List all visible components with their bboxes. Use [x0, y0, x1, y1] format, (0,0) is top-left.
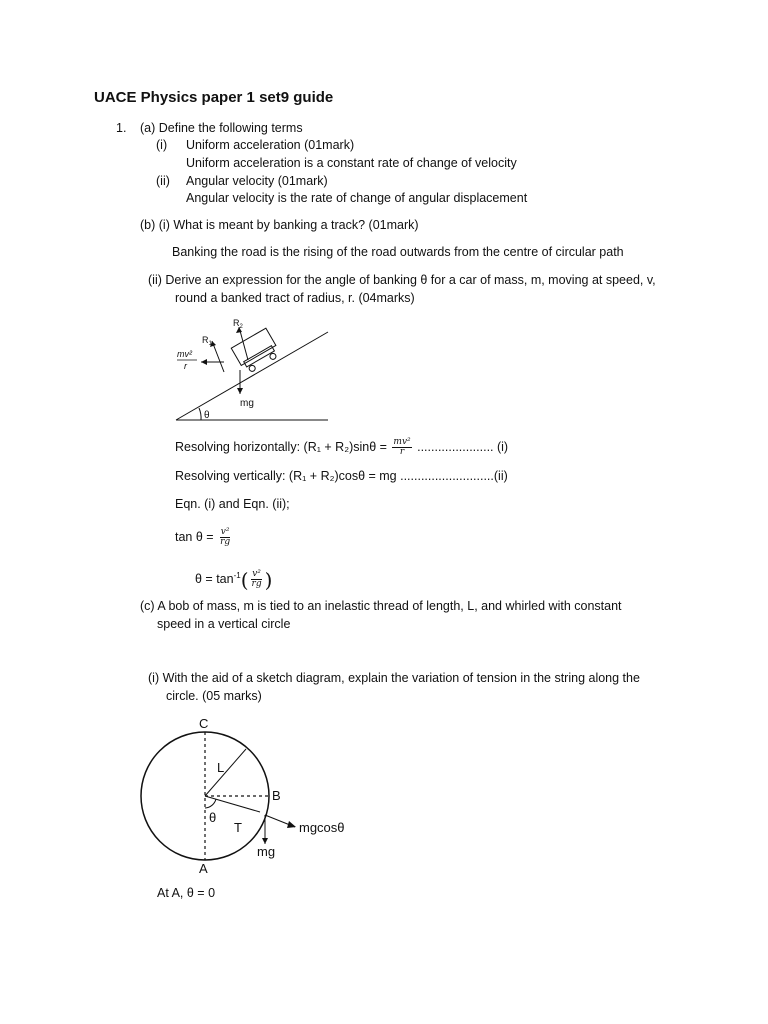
equation-combine: Eqn. (i) and Eqn. (ii); — [175, 497, 290, 511]
theta-equation: $\theta = \tan^{-1}$( $\frac{\text{v²}}{rg}$ ) — [195, 567, 273, 592]
mgcos-arrowhead — [287, 821, 296, 828]
part-a-i-term: Uniform acceleration (01mark) — [186, 138, 355, 152]
banked-track-diagram — [168, 312, 333, 424]
point-a-label: A — [199, 861, 208, 876]
angle-arc — [199, 408, 201, 420]
part-c-i-question-line1: (i) With the aid of a sketch diagram, explain the variation of tension in the string along the — [148, 671, 640, 685]
mv2-label: mv² — [177, 349, 192, 359]
angle-arc — [205, 799, 216, 808]
length-l-label: L — [217, 760, 225, 775]
vertical-circle-diagram — [130, 712, 360, 877]
part-a-i-definition: Uniform acceleration is a constant rate of change of velocity — [186, 156, 517, 170]
radius-line — [205, 749, 246, 796]
part-a-ii-term: Angular velocity (01mark) — [186, 174, 328, 188]
mg-label: mg — [240, 398, 254, 409]
mg-label: mg — [257, 844, 276, 859]
part-a-intro: (a) Define the following terms — [140, 121, 303, 135]
r2-label: $R_2$ — [233, 318, 243, 330]
part-b-ii-question-line1: (ii) Derive an expression for the angle of banking θ for a car of mass, m, moving at speed, v, — [148, 273, 656, 287]
tan-theta-equation: tan θ = $\frac{\text{v²}}{rg}$ — [175, 527, 231, 548]
part-a-i-number: (i) — [156, 138, 168, 152]
page-title: UACE Physics paper 1 set9 guide — [94, 89, 334, 106]
angle-theta-label: θ — [209, 810, 217, 825]
point-c-label: C — [199, 716, 209, 731]
mv2-denominator: r — [184, 361, 187, 371]
equation-horizontal: Resolving horizontally: (R₁ + R₂)sinθ = $\frac{\text{mv²}}{r}$ ...................... (i) — [175, 437, 509, 458]
equation-vertical: Resolving vertically: (R₁ + R₂)cosθ = mg ...........................(ii) — [175, 469, 508, 483]
part-c-i-question-line2: circle. (05 marks) — [166, 689, 262, 703]
part-b-i-answer: Banking the road is the rising of the road outwards from the centre of circular path — [172, 245, 624, 259]
tension-t-label: T — [234, 820, 242, 835]
part-a-ii-number: (ii) — [156, 174, 170, 188]
weight-arrowhead — [237, 388, 243, 394]
part-b-ii-question-line2: round a banked tract of radius, r. (04marks) — [175, 291, 415, 305]
part-a-ii-definition: Angular velocity is the rate of change of angular displacement — [186, 191, 528, 205]
r1-label: $R_1$ — [202, 335, 212, 347]
car-body — [231, 328, 281, 375]
part-b-i-question: (b) (i) What is meant by banking a track? (01mark) — [140, 218, 419, 232]
at-a-statement: At A, θ = 0 — [157, 886, 216, 900]
part-c-question-line1: (c) A bob of mass, m is tied to an inelastic thread of length, L, and whirled with constant — [140, 599, 622, 613]
question-number: 1. — [116, 121, 127, 135]
part-c-question-line2: speed in a vertical circle — [157, 617, 291, 631]
mgcos-label: mgcosθ — [299, 820, 345, 835]
angle-theta-label: θ — [204, 410, 210, 421]
centripetal-arrowhead — [201, 359, 207, 365]
point-b-label: B — [272, 788, 281, 803]
